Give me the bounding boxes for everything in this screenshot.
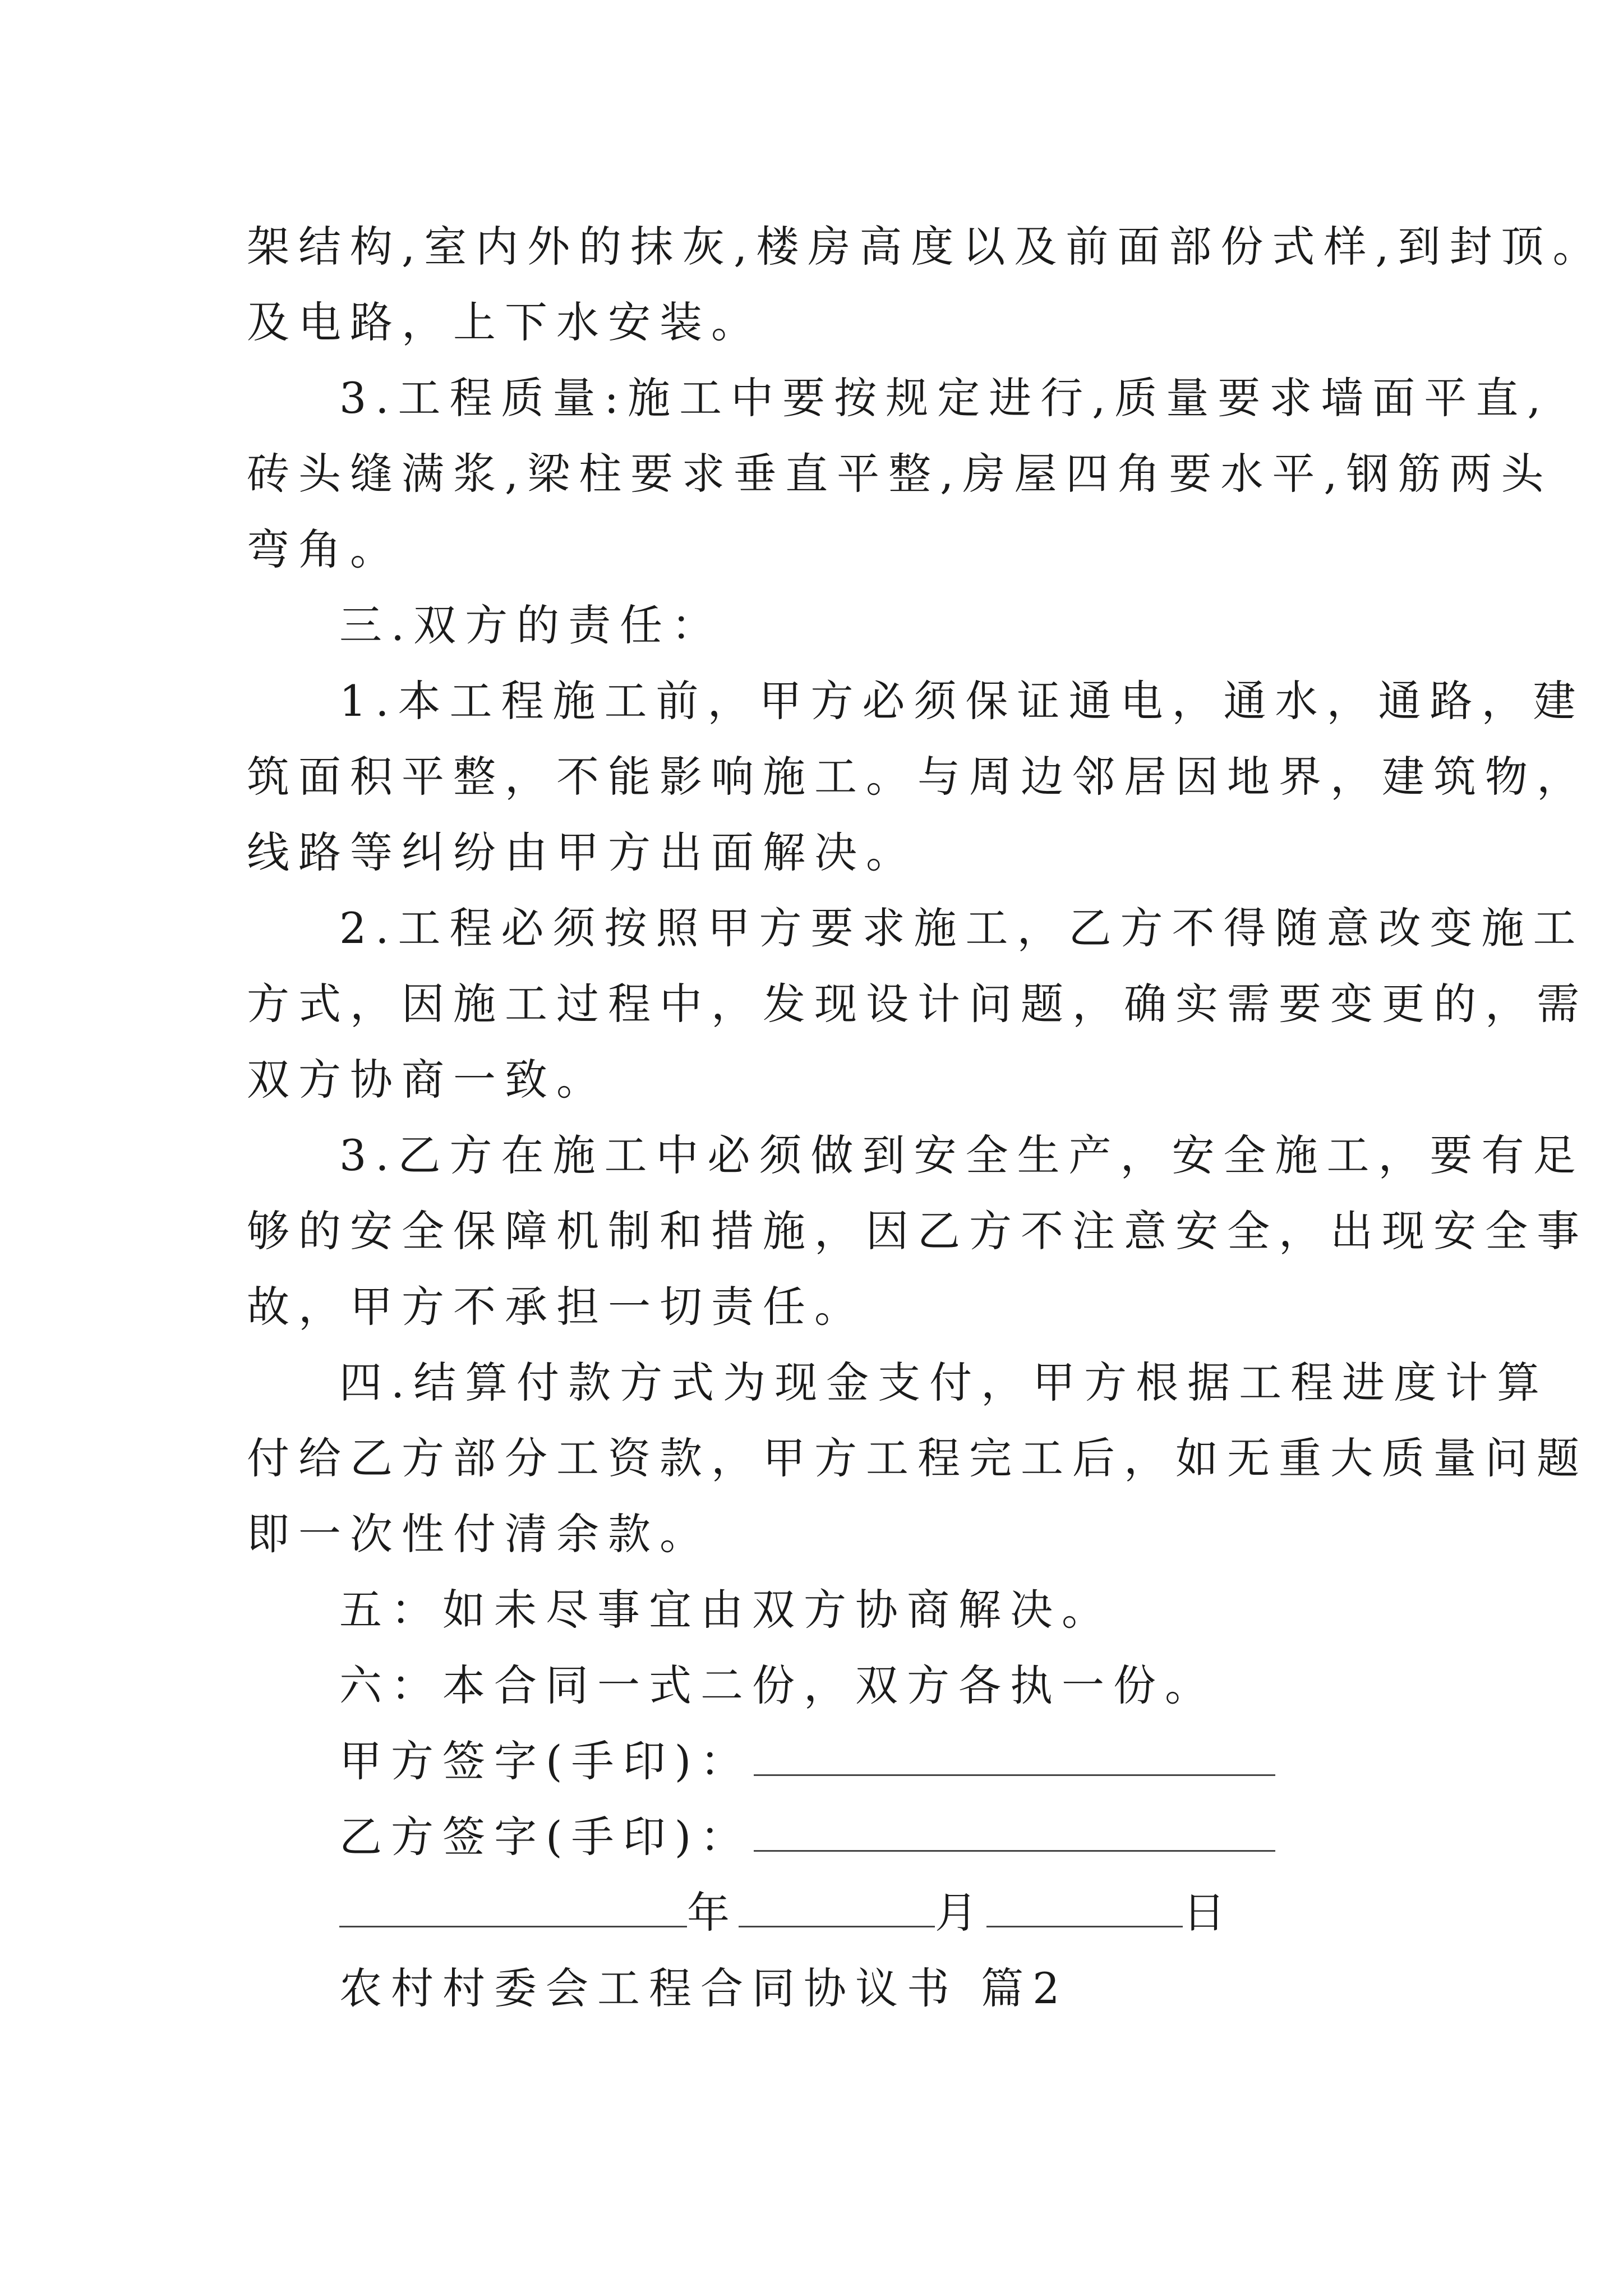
paragraph-line: 故，甲方不承担一切责任。	[247, 1282, 866, 1332]
paragraph-line: 付给乙方部分工资款，甲方工程完工后，如无重大质量问题	[247, 1433, 1588, 1483]
next-section-title: 农村村委会工程合同协议书 篇2	[339, 1963, 1069, 2013]
signature-party-a-blank[interactable]	[754, 1741, 1275, 1776]
paragraph-line: 六：本合同一式二份，双方各执一份。	[339, 1660, 1216, 1710]
date-day-label: 日	[1183, 1888, 1234, 1938]
date-month-label: 月	[935, 1888, 986, 1938]
paragraph-line: 方式，因施工过程中，发现设计问题，确实需要变更的，需	[247, 979, 1588, 1029]
signature-party-a-label: 甲方签字(手印)：	[339, 1736, 752, 1786]
paragraph-line: 2.工程必须按照甲方要求施工，乙方不得随意改变施工	[339, 903, 1585, 953]
paragraph-line: 即一次性付清余款。	[247, 1509, 711, 1559]
paragraph-line: 弯角。	[247, 524, 402, 574]
signature-party-b-label: 乙方签字(手印)：	[339, 1812, 752, 1862]
date-month-blank[interactable]	[739, 1892, 935, 1927]
signature-party-a	[339, 1736, 1275, 1787]
paragraph-line: 线路等纠纷由甲方出面解决。	[247, 827, 917, 877]
paragraph-line: 四.结算付款方式为现金支付，甲方根据工程进度计算	[339, 1358, 1549, 1407]
date-line	[339, 1888, 1234, 1938]
date-day-blank[interactable]	[986, 1892, 1183, 1927]
paragraph-line: 及电路，上下水安装。	[247, 297, 763, 347]
paragraph-line: 够的安全保障机制和措施，因乙方不注意安全，出现安全事	[247, 1206, 1588, 1256]
signature-party-b-blank[interactable]	[754, 1816, 1275, 1852]
paragraph-line: 3.工程质量:施工中要按规定进行,质量要求墙面平直,	[339, 373, 1550, 423]
date-year-label: 年	[687, 1888, 739, 1938]
paragraph-line: 1.本工程施工前，甲方必须保证通电，通水，通路，建	[339, 676, 1585, 726]
section-heading: 三.双方的责任：	[339, 600, 723, 650]
paragraph-line: 五：如未尽事宜由双方协商解决。	[339, 1585, 1113, 1635]
paragraph-line: 砖头缝满浆,梁柱要求垂直平整,房屋四角要水平,钢筋两头	[247, 449, 1553, 499]
paragraph-line: 筑面积平整，不能影响施工。与周边邻居因地界，建筑物，	[247, 752, 1588, 802]
signature-party-b	[339, 1812, 1275, 1862]
paragraph-line: 3.乙方在施工中必须做到安全生产，安全施工，要有足	[339, 1130, 1585, 1180]
date-year-blank[interactable]	[339, 1892, 687, 1927]
paragraph-line: 双方协商一致。	[247, 1055, 608, 1105]
paragraph-line: 架结构,室内外的抹灰,楼房高度以及前面部份式样,到封顶。	[247, 222, 1604, 272]
